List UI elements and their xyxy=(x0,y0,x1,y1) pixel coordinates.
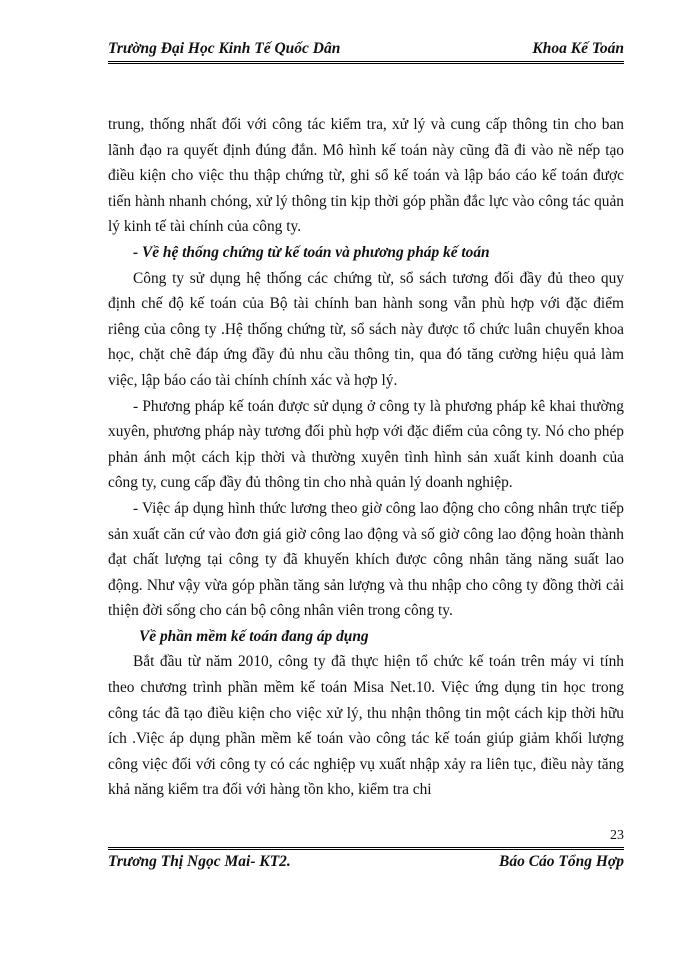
footer-author: Trương Thị Ngọc Mai- KT2. xyxy=(108,853,291,870)
section-heading-accounting-software: Về phần mềm kế toán đang áp dụng xyxy=(139,627,369,645)
paragraph-4: - Việc áp dụng hình thức lương theo giờ công lao động cho công nhân trực tiếp sản xuất căn cứ vào đơn giá giờ công lao động và số giờ công lao động hoàn thành đạt chất lượng tại công ty đã khuyến khích được công nhân tăng năng suất lao động. Như vậy vừa góp phần tăng sản lượng và thu nhập cho công ty đồng thời cải thiện đời sống cho cán bộ công nhân viên trong công ty. xyxy=(108,499,624,620)
header-university: Trường Đại Học Kinh Tế Quốc Dân xyxy=(108,40,341,57)
document-body xyxy=(108,112,624,803)
paragraph-5: Bắt đầu từ năm 2010, công ty đã thực hiện tổ chức kế toán trên máy vi tính theo chương trình phần mềm kế toán Misa Net.10. Việc ứng dụng tin học trong công tác đã tạo điều kiện cho việc xử lý, thu nhận thông tin một cách kịp thời hữu ích .Việc áp dụng phần mềm kế toán vào công tác kế toán giúp giảm khối lượng công việc đối với công ty có các nghiệp vụ xuất nhập xảy ra liên tục, điều này tăng khả năng kiểm tra đối với hàng tồn kho, kiểm tra chi xyxy=(108,653,624,799)
paragraph-1: trung, thống nhất đối với công tác kiểm tra, xử lý và cung cấp thông tin cho ban lãnh đạo ra quyết định đúng đắn. Mô hình kế toán này cũng đã đi vào nề nếp tạo điều kiện cho việc thu thập chứng từ, ghi sổ kế toán và lập báo cáo kế toán được tiến hành nhanh chóng, xử lý thông tin kịp thời góp phần đắc lực vào công tác quản lý kinh tế tài chính của công ty. xyxy=(108,116,624,236)
paragraph-3: - Phương pháp kế toán được sử dụng ở công ty là phương pháp kê khai thường xuyên, phương pháp này tương đối phù hợp với đặc điểm của công ty. Nó cho phép phản ánh một cách kịp thời và thường xuyên tình hình sản xuất kinh doanh của công ty, cung cấp đầy đủ thông tin cho nhà quản lý doanh nghiệp. xyxy=(108,397,624,492)
paragraph-2: Công ty sử dụng hệ thống các chứng từ, sổ sách tương đối đầy đủ theo quy định chế độ kế toán của Bộ tài chính ban hành song vẫn phù hợp với đặc điểm riêng của công ty .Hệ thống chứng từ, sổ sách này được tổ chức luân chuyển khoa học, chặt chẽ đáp ứng đầy đủ nhu cầu thông tin, qua đó tăng cường hiệu quả làm việc, lập báo cáo tài chính chính xác và hợp lý. xyxy=(108,269,624,389)
page-footer xyxy=(108,847,624,871)
footer-report-title: Báo Cáo Tổng Hợp xyxy=(498,853,624,870)
section-heading-accounting-documents: - Về hệ thống chứng từ kế toán và phương pháp kế toán xyxy=(133,243,490,261)
header-faculty: Khoa Kế Toán xyxy=(532,40,624,57)
page-number: 23 xyxy=(610,828,624,843)
page-header xyxy=(108,40,624,64)
